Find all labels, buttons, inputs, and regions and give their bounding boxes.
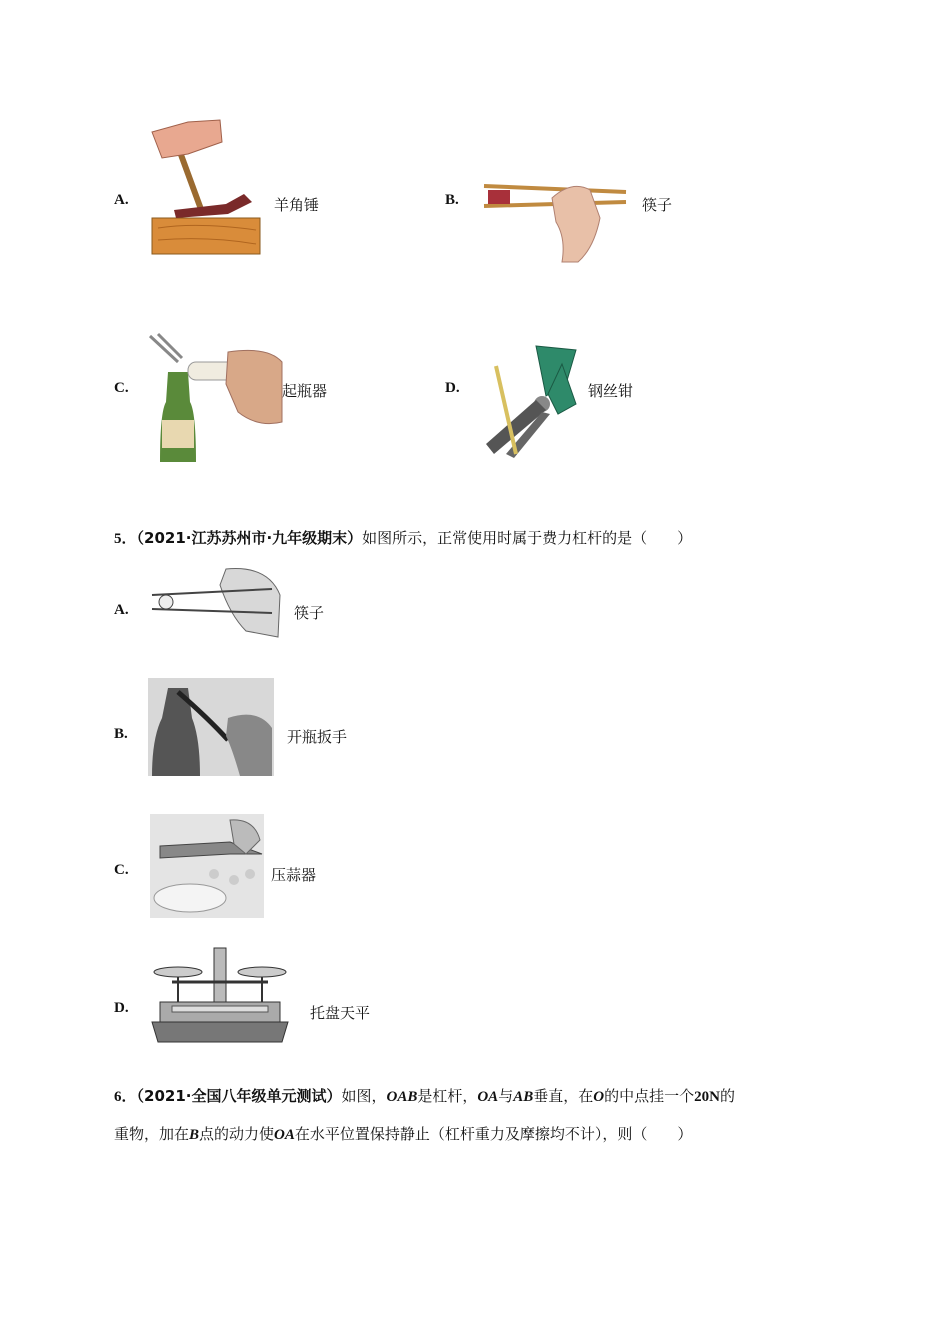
q5-option-c-label: 压蒜器 xyxy=(271,866,317,884)
q5-option-b-label: 开瓶扳手 xyxy=(287,728,348,746)
q6-var-b: B xyxy=(189,1127,200,1143)
q4-option-a-label: 羊角锤 xyxy=(274,196,320,214)
q5-source: （2021·江苏苏州市·九年级期末） xyxy=(136,529,363,547)
q6-text: 如图， xyxy=(341,1087,387,1105)
q6-text: 与 xyxy=(498,1087,514,1105)
q6-text: 的中点挂一个 xyxy=(604,1087,695,1105)
q6-var-o: O xyxy=(593,1089,605,1105)
q6-stem-line1 xyxy=(114,1085,735,1108)
q6-stem-line2 xyxy=(114,1123,692,1146)
q6-var-oab: OAB xyxy=(386,1089,418,1105)
q4-option-c-label: 起瓶器 xyxy=(282,382,328,400)
q4-option-d-letter: D. xyxy=(445,380,460,396)
q6-text: 垂直，在 xyxy=(533,1087,594,1105)
chopsticks-image xyxy=(482,178,630,264)
chopsticks-sketch-image xyxy=(150,565,284,639)
q4-option-a-letter: A. xyxy=(114,192,129,208)
q4-option-b-letter: B. xyxy=(445,192,459,208)
q6-text: 是杠杆， xyxy=(417,1087,478,1105)
q5-stem xyxy=(114,527,692,550)
q6-force: 20N xyxy=(694,1089,720,1105)
q6-var-oa: OA xyxy=(274,1127,295,1143)
q6-number: 6． xyxy=(114,1089,137,1105)
q6-text: 点的动力使 xyxy=(199,1125,275,1143)
q4-option-b-label: 筷子 xyxy=(642,196,673,214)
bottle-opener-image xyxy=(148,332,284,462)
q5-number: 5． xyxy=(114,531,137,547)
q5-option-a-label: 筷子 xyxy=(294,604,325,622)
q5-option-d-label: 托盘天平 xyxy=(310,1004,371,1022)
garlic-press-image xyxy=(150,814,264,918)
q4-option-c-letter: C. xyxy=(114,380,129,396)
bottle-wrench-image xyxy=(148,678,274,776)
q5-option-c-letter: C. xyxy=(114,862,129,878)
q6-text: 的 xyxy=(719,1087,735,1105)
q6-source: （2021·全国八年级单元测试） xyxy=(136,1087,342,1105)
q6-var-ab: AB xyxy=(513,1089,534,1105)
hammer-image xyxy=(148,118,268,258)
q6-var-oa: OA xyxy=(477,1089,499,1105)
q4-option-d-label: 钢丝钳 xyxy=(588,382,634,400)
q5-option-d-letter: D. xyxy=(114,1000,129,1016)
q5-option-b-letter: B. xyxy=(114,726,128,742)
tray-balance-image xyxy=(148,944,292,1044)
q6-text: 在水平位置保持静止（杠杆重力及摩擦均不计），则（ ） xyxy=(294,1125,693,1143)
pliers-image xyxy=(476,344,580,460)
q6-text: 重物，加在 xyxy=(114,1125,190,1143)
q5-text: 如图所示，正常使用时属于费力杠杆的是（ ） xyxy=(362,529,693,547)
q5-option-a-letter: A. xyxy=(114,602,129,618)
